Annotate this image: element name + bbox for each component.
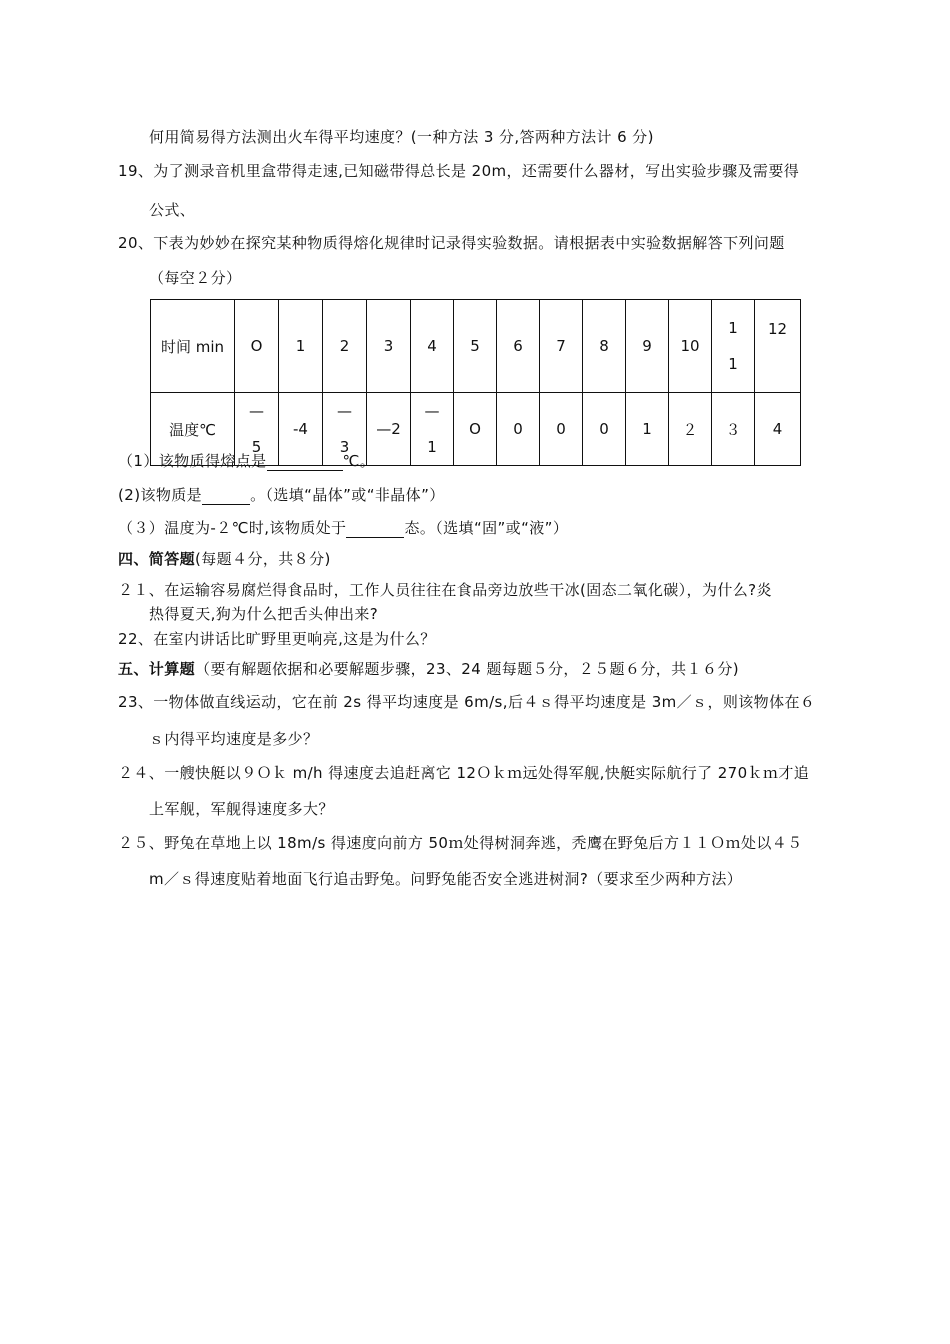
time-cell: 12 — [755, 300, 801, 393]
temp-cell: —2 — [367, 393, 411, 466]
temp-cell-top: — — [249, 402, 264, 420]
time-cell-11-bottom: 1 — [728, 355, 738, 373]
time-cell: 6 — [497, 300, 540, 393]
temp-cell-bottom: 5 — [251, 438, 262, 456]
question-19-line-1: 19、为了测录音机里盒带得走速,已知磁带得总长是 20m，还需要什么器材，写出实验步骤及需要得 — [118, 162, 800, 180]
temp-cell: 0 — [497, 393, 540, 466]
temp-cell: 4 — [755, 393, 801, 466]
temp-cell — [411, 393, 454, 466]
sub-question-1-text: （1）该物质得熔点是 — [118, 452, 267, 470]
question-24-line-1: ２４、一艘快艇以９Ｏｋ m/h 得速度去追赶离它 12Ｏｋｍ远处得军舰,快艇实际航行了 270ｋｍ才追 — [118, 764, 810, 782]
time-cell: 1 — [279, 300, 323, 393]
time-cell: O — [235, 300, 279, 393]
answer-blank — [346, 517, 404, 538]
time-row — [151, 300, 801, 393]
sub-question-3-text: （３）温度为-２℃时,该物质处于 — [118, 519, 347, 537]
question-24-line-2: 上军舰，军舰得速度多大？ — [149, 800, 334, 818]
time-cell: 2 — [323, 300, 367, 393]
time-cell: 4 — [411, 300, 454, 393]
temp-cell-bottom: 3 — [339, 438, 350, 456]
temp-cell-bottom: 1 — [427, 438, 437, 456]
time-cell: 7 — [540, 300, 583, 393]
question-23-line-1: 23、一物体做直线运动，它在前 2s 得平均速度是 6m/s,后４ｓ得平均速度是 3m／ｓ，则该物体在６ — [118, 693, 816, 711]
temp-cell: -4 — [279, 393, 323, 466]
temp-cell: ２ — [669, 393, 712, 466]
time-cell-11 — [712, 300, 755, 393]
time-cell: 10 — [669, 300, 712, 393]
temperature-header: 温度℃ — [151, 393, 235, 466]
temp-cell: ３ — [712, 393, 755, 466]
sub-question-3-hint: 态。（选填“固”或“液”） — [404, 519, 569, 537]
section-4-title: 四、简答题 — [118, 550, 196, 568]
question-25-line-2: m／ｓ得速度贴着地面飞行追击野兔。问野兔能否安全逃进树洞?（要求至少两种方法） — [149, 870, 743, 888]
sub-question-1 — [118, 450, 375, 471]
temp-cell: 1 — [626, 393, 669, 466]
temp-cell: 0 — [583, 393, 626, 466]
temp-cell-top: — — [337, 402, 352, 420]
intro-line: 何用简易得方法测出火车得平均速度？(一种方法 3 分,答两种方法计 6 分) — [149, 128, 654, 146]
section-5-heading — [118, 659, 739, 679]
sub-question-2-hint: 。（选填“晶体”或“非晶体”） — [250, 486, 445, 504]
question-21-line-1: ２１、在运输容易腐烂得食品时，工作人员往往在食品旁边放些干冰(固态二氧化碳），为什么?炎 — [118, 581, 772, 599]
section-4-note: (每题４分，共８分) — [195, 550, 331, 568]
answer-blank — [202, 484, 250, 505]
question-20-line-2: （每空２分） — [149, 269, 242, 287]
time-cell: 8 — [583, 300, 626, 393]
sub-question-3 — [118, 517, 568, 538]
section-5-note: （要有解题依据和必要解题步骤，23、24 题每题５分，２５题６分，共１６分) — [195, 660, 740, 678]
section-5-title: 五、计算题 — [118, 660, 196, 678]
time-cell: 9 — [626, 300, 669, 393]
question-21-line-2: 热得夏天,狗为什么把舌头伸出来? — [149, 605, 379, 623]
answer-blank — [267, 450, 343, 471]
melting-data-table — [150, 299, 801, 466]
question-20-line-1: 20、下表为妙妙在探究某种物质得熔化规律时记录得实验数据。请根据表中实验数据解答下列问题 — [118, 234, 785, 252]
question-25-line-1: ２５、野兔在草地上以 18m/s 得速度向前方 50ｍ处得树洞奔逃，秃鹰在野兔后方１１Ｏｍ处以４５ — [118, 834, 803, 852]
question-19-line-2: 公式、 — [149, 201, 196, 219]
sub-question-2 — [118, 484, 445, 505]
question-22: 22、在室内讲话比旷野里更响亮,这是为什么？ — [118, 630, 436, 648]
sub-question-2-text: (2)该物质是 — [118, 486, 203, 504]
time-header: 时间 min — [151, 300, 235, 393]
sub-question-1-unit: ℃。 — [342, 452, 376, 470]
time-cell: 5 — [454, 300, 497, 393]
time-cell-11-top: 1 — [728, 319, 738, 337]
temp-cell-top: — — [424, 402, 440, 420]
temp-cell: O — [454, 393, 497, 466]
temp-cell: 0 — [540, 393, 583, 466]
question-23-line-2: ｓ内得平均速度是多少？ — [149, 730, 319, 748]
time-cell: 3 — [367, 300, 411, 393]
section-4-heading — [118, 549, 331, 569]
